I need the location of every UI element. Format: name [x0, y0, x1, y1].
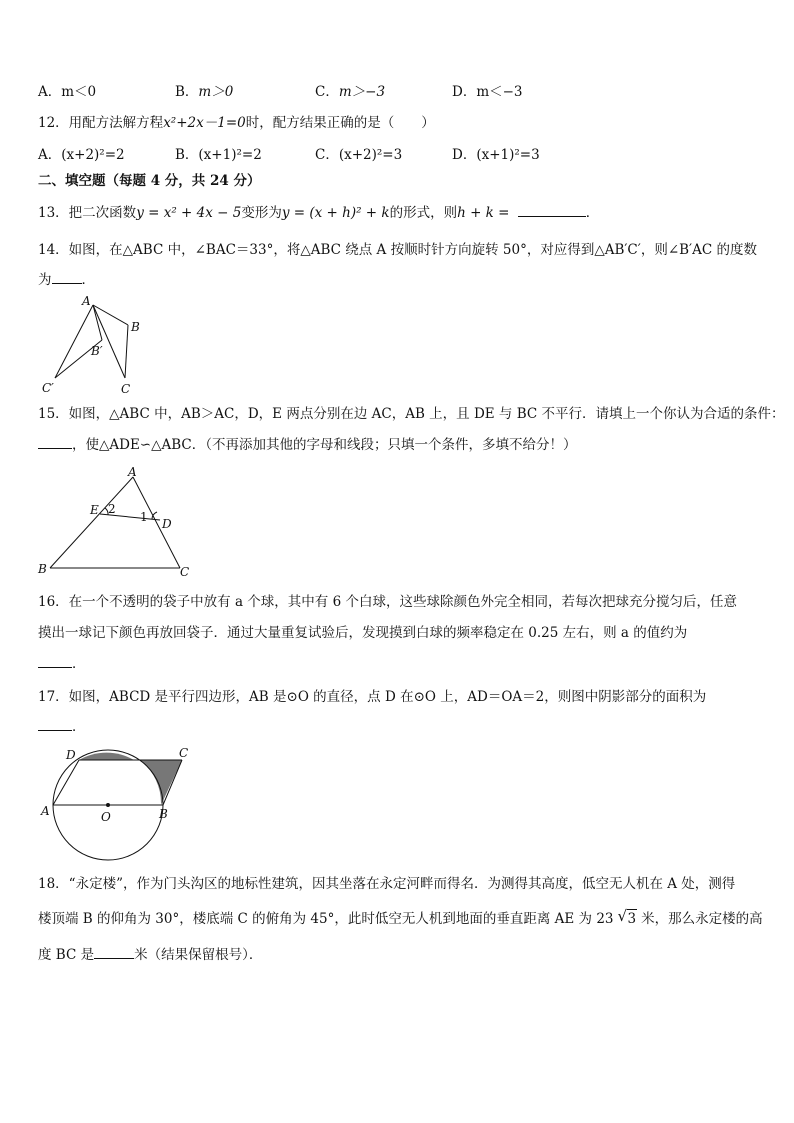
q18-line3: [38, 946, 262, 964]
q15-label-2: 2: [108, 502, 116, 516]
q18-answer-blank[interactable]: [94, 946, 134, 959]
q11-option-d: D．m＜−3: [452, 84, 523, 100]
q14-label-Cp: C′: [42, 381, 54, 395]
q17-label-A: A: [41, 804, 50, 818]
q15-line2-text: ，使△ADE∽△ABC．（不再添加其他的字母和线段；只填一个条件，多填不给分！）: [72, 437, 577, 453]
q17-seg-A-D: [53, 760, 79, 805]
q15-line1: 15．如图，△ABC 中，AB＞AC，D，E 两点分别在边 AC，AB 上，且 DE 与 BC 不平行．请填上一个你认为合适的条件：: [38, 406, 785, 422]
q17-label-B: B: [159, 807, 168, 821]
q15-label-D: D: [162, 517, 172, 531]
q12-option-b: B．(x+1)²=2: [175, 147, 262, 163]
q15-label-1: 1: [140, 510, 148, 524]
q17-label-O: O: [101, 810, 111, 824]
q12-option-a: A．(x+2)²=2: [38, 147, 125, 163]
q17-line1: 17．如图，ABCD 是平行四边形，AB 是⊙O 的直径，点 D 在⊙O 上，AD＝OA＝2，则图中阴影部分的面积为: [38, 689, 707, 705]
q12-stem-suffix: 时，配方结果正确的是（ ）: [245, 115, 435, 131]
q15-label-E: E: [90, 503, 99, 517]
q13-form: y = (x + h)² + k: [281, 205, 390, 221]
q11-option-b-prefix: B．: [175, 84, 199, 100]
q14-line1: 14．如图，在△ABC 中，∠BAC＝33°，将△ABC 绕点 A 按顺时针方向旋转 50°，对应得到△AB′C′，则∠B′AC 的度数: [38, 242, 757, 258]
q17-label-D: D: [66, 748, 76, 762]
q14-label-Bp: B′: [91, 344, 103, 358]
q11-option-c-prefix: C．: [315, 84, 339, 100]
q12-equation: x²+2x－1=0: [163, 115, 246, 131]
q16-line2: 摸出一球记下颜色再放回袋子．通过大量重复试验后，发现摸到白球的频率稳定在 0.25 左右，则 a 的值约为: [38, 625, 688, 641]
q18-line3-suffix: 米（结果保留根号）．: [134, 947, 263, 963]
q13-func: y = x² + 4x − 5: [136, 205, 242, 221]
q12-stem-prefix: 12．用配方法解方程: [38, 115, 164, 131]
q18-line2-prefix: 楼顶端 B 的仰角为 30°，楼底端 C 的俯角为 45°，此时低空无人机到地面的垂直距离 AE 为 23: [38, 911, 614, 927]
q14-line2-end: ．: [81, 272, 95, 288]
q16-line1: 16．在一个不透明的袋子中放有 a 个球，其中有 6 个白球，这些球除颜色外完全相同，若每次把球充分搅匀后，任意: [38, 594, 737, 610]
q11-option-a: A．m＜0: [38, 84, 97, 100]
q12-option-c: C．(x+2)²=3: [315, 147, 403, 163]
q18-sqrt-radicand: 3: [627, 911, 637, 927]
q18-line2-suffix: 米，那么永定楼的高: [641, 911, 763, 927]
q17-label-C: C: [179, 746, 189, 760]
q16-line3-end: ．: [72, 656, 86, 672]
q18-line3-prefix: 度 BC 是: [38, 947, 95, 963]
q13-suffix: 的形式，则: [389, 205, 458, 221]
q13-end: ．: [585, 205, 600, 221]
q15-label-C: C: [180, 565, 190, 579]
q14-label-B: B: [131, 320, 140, 334]
q14-line2-prefix: 为: [38, 272, 52, 288]
q11-option-c-text: m＞−3: [338, 84, 386, 100]
sqrt-icon: √: [617, 907, 628, 925]
q18-line2: [38, 909, 763, 928]
q15-label-B: B: [38, 562, 47, 576]
q17-line2-end: ．: [72, 719, 86, 735]
q13-ask: h + k =: [457, 205, 510, 221]
q17-center-dot: [106, 803, 110, 807]
q12-option-d: D．(x+1)²=3: [452, 147, 540, 163]
q13-prefix: 13．把二次函数: [38, 205, 137, 221]
section-title: 二、填空题（每题 4 分，共 24 分）: [38, 173, 261, 189]
q11-option-b-text: m＞0: [198, 84, 234, 100]
q14-label-C: C: [121, 382, 131, 396]
q13-mid: 变形为: [241, 205, 282, 221]
q15-label-A: A: [128, 465, 137, 479]
q18-sqrt: [618, 909, 638, 928]
q17-shaded-triangle: [140, 760, 182, 805]
q18-line1: 18．“永定楼”，作为门头沟区的地标性建筑，因其坐落在永定河畔而得名．为测得其高度，低空无人机在 A 处，测得: [38, 876, 736, 892]
q14-label-A: A: [82, 294, 91, 308]
